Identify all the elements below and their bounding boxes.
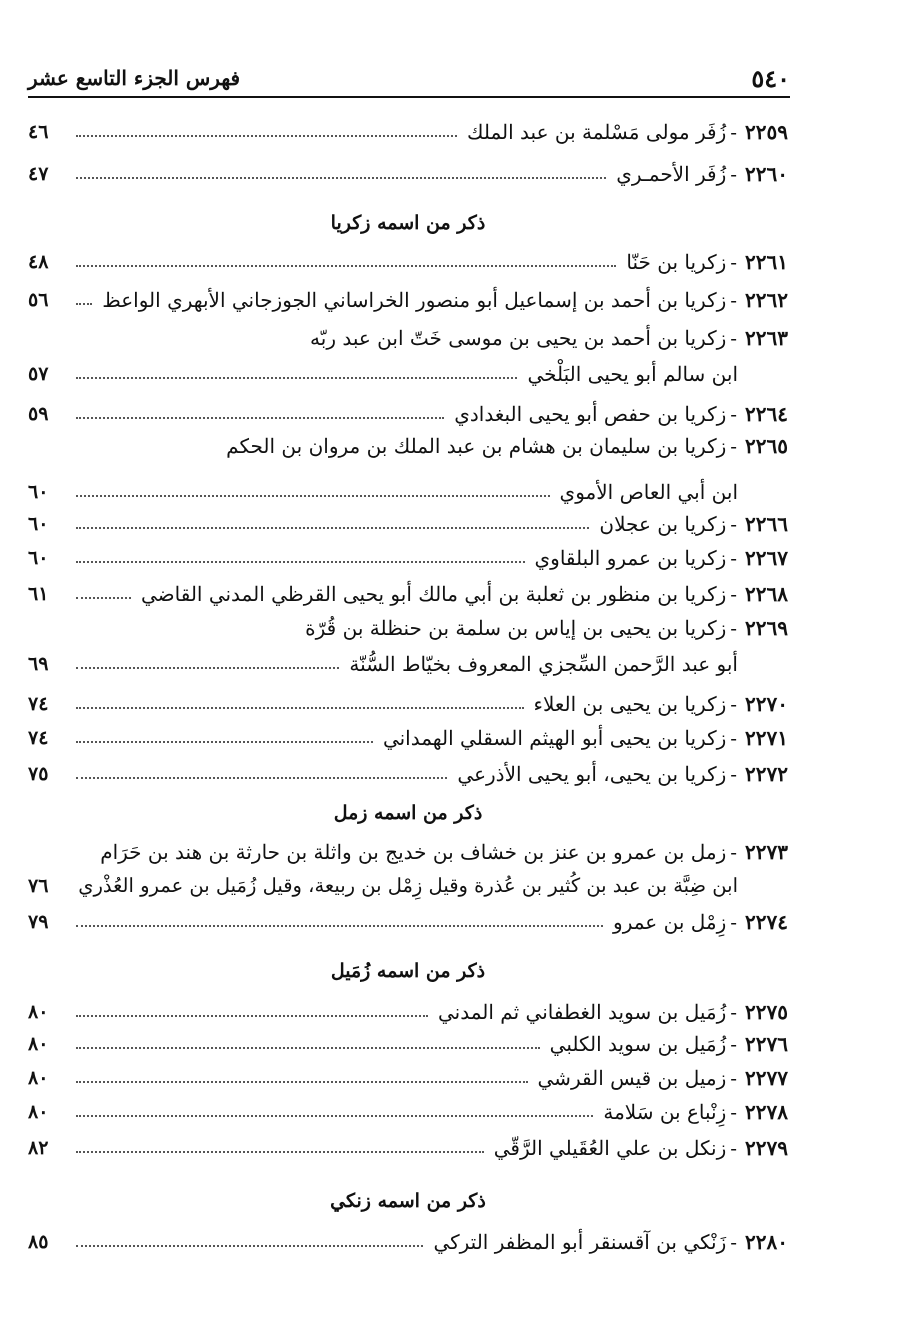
entry-number: ٢٢٧٥	[745, 1000, 788, 1024]
index-entry	[28, 120, 788, 144]
entry-dash: -	[730, 582, 738, 606]
index-entry	[28, 288, 788, 312]
entry-number: ٢٢٧٤	[745, 910, 788, 934]
entry-text: زمل بن عمرو بن عنز بن خشاف بن خديج بن واثلة بن حارثة بن هند بن حَرَام	[100, 840, 727, 864]
entry-dash: -	[730, 402, 738, 426]
entry-dash: -	[730, 1066, 738, 1090]
entry-text: زكريا بن حفص أبو يحيى البغدادي	[454, 402, 727, 426]
index-entry	[28, 1230, 788, 1254]
dot-leader	[76, 377, 517, 379]
index-entry	[28, 1100, 788, 1124]
entry-number: ٢٢٧١	[745, 726, 788, 750]
entry-text: أبو عبد الرَّحمن السِّجزي المعروف بخيّاط السُّنّة	[349, 652, 738, 676]
entry-dash: -	[730, 616, 738, 640]
entry-text: زُفَر الأحمـري	[616, 162, 727, 186]
entry-number: ٢٢٧٧	[745, 1066, 788, 1090]
entry-page-number: ٨٢	[28, 1137, 49, 1159]
index-entry	[28, 762, 788, 786]
entry-text: زِنْباع بن سَلامة	[603, 1100, 727, 1124]
dot-leader	[76, 925, 603, 927]
entry-page-number: ٦٠	[28, 547, 49, 569]
entry-page-number: ٤٨	[28, 251, 49, 273]
entry-number: ٢٢٧٣	[745, 840, 788, 864]
entry-number: ٢٢٥٩	[745, 120, 788, 144]
entry-page-number: ٨٠	[28, 1033, 49, 1055]
entry-page-number: ٨٠	[28, 1001, 49, 1023]
entry-page-number: ٤٧	[28, 163, 49, 185]
entry-text: زميل بن قيس القرشي	[537, 1066, 727, 1090]
section-heading: ذكر من اسمه زنكي	[330, 1190, 486, 1212]
entry-text: زِمْل بن عمرو	[613, 910, 727, 934]
section-heading: ذكر من اسمه زكريا	[330, 212, 486, 234]
entry-dash: -	[730, 692, 738, 716]
entry-text: زنكل بن علي العُقَيلي الرَّقّي	[493, 1136, 727, 1160]
entry-dash: -	[730, 1000, 738, 1024]
entry-text: زكريا بن حَنّا	[626, 250, 727, 274]
entry-text: زكريا بن أحمد بن يحيى بن موسى خَتّ ابن عبد ربّه	[310, 326, 727, 350]
entry-number: ٢٢٦١	[745, 250, 788, 274]
dot-leader	[76, 597, 131, 599]
entry-dash: -	[730, 1100, 738, 1124]
dot-leader	[76, 527, 589, 529]
index-entry	[28, 1000, 788, 1024]
entry-page-number: ٦١	[28, 583, 49, 605]
entry-text: زكريا بن عمرو البلقاوي	[534, 546, 727, 570]
entry-number: ٢٢٧٨	[745, 1100, 788, 1124]
entry-text: ابن ضِبَّة بن عبد بن كُثير بن عُذرة وقيل زِمْل بن ربيعة، وقيل زُمَيل بن عمرو العُذْري	[78, 874, 738, 897]
index-entry	[28, 546, 788, 570]
entry-number: ٢٢٧٢	[745, 762, 788, 786]
entry-dash: -	[730, 434, 738, 458]
dot-leader	[76, 1081, 528, 1083]
index-entry	[28, 726, 788, 750]
entry-text: زكريا بن منظور بن ثعلبة بن أبي مالك أبو يحيى القرظي المدني القاضي	[140, 582, 727, 606]
entry-dash: -	[730, 1230, 738, 1254]
dot-leader	[76, 1115, 593, 1117]
index-entry	[28, 250, 788, 274]
index-entry	[28, 1136, 788, 1160]
index-entry-continuation	[28, 652, 788, 676]
entry-dash: -	[730, 288, 738, 312]
entry-page-number: ٥٧	[28, 363, 49, 385]
dot-leader	[76, 135, 457, 137]
section-heading: ذكر من اسمه زمل	[333, 802, 483, 824]
entry-number: ٢٢٦٩	[745, 616, 788, 640]
entry-page-number: ٥٦	[28, 289, 49, 311]
entry-page-number: ٨٥	[28, 1231, 49, 1253]
entry-page-number: ٧٩	[28, 911, 49, 933]
index-entry-continuation	[28, 480, 788, 504]
dot-leader	[76, 707, 524, 709]
entry-dash: -	[730, 1136, 738, 1160]
entry-text: زكريا بن يحيى، أبو يحيى الأذرعي	[457, 762, 727, 786]
entry-number: ٢٢٨٠	[745, 1230, 788, 1254]
entry-text: زكريا بن سليمان بن هشام بن عبد الملك بن مروان بن الحكم	[226, 434, 727, 458]
entry-number: ٢٢٦٧	[745, 546, 788, 570]
entry-text: زُمَيل بن سويد الكلبي	[549, 1032, 727, 1056]
index-entry	[28, 1032, 788, 1056]
entry-dash: -	[730, 726, 738, 750]
index-entry	[28, 616, 788, 640]
entry-dash: -	[730, 840, 738, 864]
running-title: فهرس الجزء التاسع عشر	[28, 66, 241, 90]
entry-text: زكريا بن عجلان	[599, 512, 727, 536]
entry-dash: -	[730, 120, 738, 144]
entry-text: زكريا بن يحيى بن إياس بن سلمة بن حنظلة بن قُرّة	[305, 616, 727, 640]
index-entry	[28, 402, 788, 426]
index-entry	[28, 582, 788, 606]
index-entry	[28, 692, 788, 716]
entry-page-number: ٧٥	[28, 763, 49, 785]
entry-page-number: ٨٠	[28, 1101, 49, 1123]
dot-leader	[76, 1015, 428, 1017]
entry-dash: -	[730, 910, 738, 934]
entry-number: ٢٢٧٩	[745, 1136, 788, 1160]
dot-leader	[76, 777, 447, 779]
entry-page-number: ٧٤	[28, 727, 49, 749]
dot-leader	[76, 1245, 423, 1247]
entry-page-number: ٦٠	[28, 481, 49, 503]
entry-text: زكريا بن يحيى بن العلاء	[533, 692, 727, 716]
entry-text: زكريا بن يحيى أبو الهيثم السقلي الهمداني	[382, 726, 727, 750]
entry-number: ٢٢٧٠	[745, 692, 788, 716]
entry-number: ٢٢٦٦	[745, 512, 788, 536]
index-entry	[28, 434, 788, 458]
entry-page-number: ٤٦	[28, 121, 49, 143]
entry-number: ٢٢٦٥	[745, 434, 788, 458]
entry-text: زكريا بن أحمد بن إسماعيل أبو منصور الخراساني الجوزجاني الأبهري الواعظ	[102, 288, 727, 312]
entry-text: ابن أبي العاص الأموي	[559, 480, 738, 504]
dot-leader	[76, 177, 606, 179]
dot-leader	[76, 303, 92, 305]
entry-text: ابن سالم أبو يحيى البَلْخي	[527, 362, 738, 386]
entry-dash: -	[730, 326, 738, 350]
entry-number: ٢٢٦٠	[745, 162, 788, 186]
index-entry	[28, 326, 788, 350]
entry-dash: -	[730, 250, 738, 274]
entry-number: ٢٢٦٢	[745, 288, 788, 312]
index-entry	[28, 162, 788, 186]
page-number: ٥٤٠	[751, 64, 790, 93]
dot-leader	[76, 1151, 484, 1153]
index-entry	[28, 1066, 788, 1090]
dot-leader	[76, 741, 373, 743]
dot-leader	[76, 495, 550, 497]
entry-text: زُمَيل بن سويد الغطفاني ثم المدني	[438, 1000, 727, 1024]
section-heading: ذكر من اسمه زُمَيل	[330, 960, 486, 982]
dot-leader	[76, 667, 339, 669]
index-entry-continuation	[28, 362, 788, 386]
entry-dash: -	[730, 512, 738, 536]
entry-number: ٢٢٦٣	[745, 326, 788, 350]
index-entry	[28, 910, 788, 934]
entry-number: ٢٢٧٦	[745, 1032, 788, 1056]
dot-leader	[76, 265, 616, 267]
entry-dash: -	[730, 1032, 738, 1056]
dot-leader	[76, 561, 525, 563]
entry-text: زَنْكي بن آقسنقر أبو المظفر التركي	[433, 1230, 727, 1254]
index-entry-continuation	[28, 874, 788, 897]
entry-page-number: ٧٦	[28, 874, 49, 897]
entry-page-number: ٥٩	[28, 403, 49, 425]
entry-dash: -	[730, 162, 738, 186]
entry-number: ٢٢٦٤	[745, 402, 788, 426]
entry-dash: -	[730, 546, 738, 570]
entry-number: ٢٢٦٨	[745, 582, 788, 606]
entry-page-number: ٦٩	[28, 653, 49, 675]
index-entry	[28, 840, 788, 864]
entry-page-number: ٦٠	[28, 513, 49, 535]
dot-leader	[76, 417, 444, 419]
entry-page-number: ٨٠	[28, 1067, 49, 1089]
page-header	[28, 62, 790, 98]
dot-leader	[76, 1047, 540, 1049]
index-entry	[28, 512, 788, 536]
entry-dash: -	[730, 762, 738, 786]
entry-page-number: ٧٤	[28, 693, 49, 715]
entry-text: زُفَر مولى مَسْلمة بن عبد الملك	[467, 120, 727, 144]
